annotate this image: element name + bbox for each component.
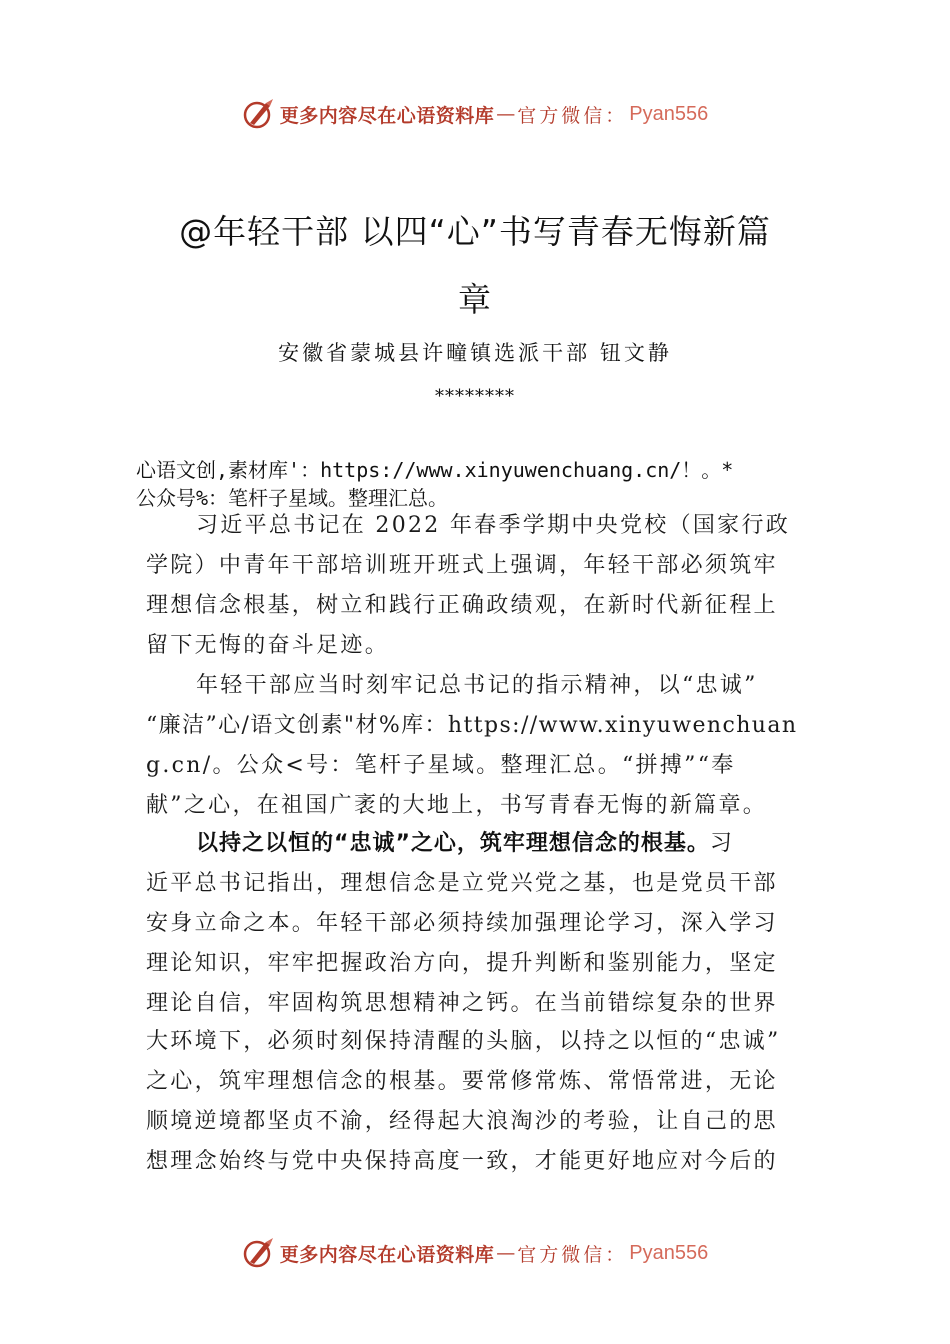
watermark-brand: 更多内容尽在心语资料库 — [279, 104, 495, 127]
para1-line: 留下无悔的奋斗足迹。 — [146, 633, 390, 658]
document-title-line-2: 章 — [458, 280, 492, 319]
source-notice-line-2: 公众号%：笔杆子星域。整理汇总。 — [136, 486, 449, 510]
para1-line: 习近平总书记在 2022 年春季学期中央党校（国家行政 — [196, 513, 791, 538]
para3-line: 大环境下，必须时刻保持清醒的头脑，以持之以恒的“忠诚” — [146, 1029, 781, 1054]
para1-line: 学院）中青年干部培训班开班式上强调，年轻干部必须筑牢 — [146, 553, 778, 578]
watermark-header — [0, 94, 950, 134]
para3-line: 理论知识，牢牢把握政治方向，提升判断和鉴别能力，坚定 — [146, 951, 778, 976]
para3-line: 安身立命之本。年轻干部必须持续加强理论学习，深入学习 — [146, 911, 778, 936]
watermark-label: 官方微信： — [517, 104, 628, 127]
para1-line: 理想信念根基，树立和践行正确政绩观，在新时代新征程上 — [146, 593, 778, 618]
para3-heading: 以持之以恒的“忠诚”之心，筑牢理想信念的根基。 — [196, 831, 710, 856]
para3-line: 理论自信，牢固构筑思想精神之钙。在当前错综复杂的世界 — [146, 991, 778, 1016]
author-byline: 安徽省蒙城县许疃镇选派干部 钮文静 — [278, 341, 672, 365]
quill-logo-icon — [242, 97, 276, 131]
separator: ******** — [435, 386, 515, 407]
watermark-dash: — — [496, 103, 516, 125]
para3-line: 想理念始终与党中央保持高度一致，才能更好地应对今后的 — [146, 1149, 778, 1174]
source-notice-line-1: 心语文创,素材库'：https://www.xinyuwenchuang.cn/！。* — [136, 458, 734, 482]
watermark-dash: — — [496, 1242, 516, 1264]
para3-first-line — [196, 826, 734, 857]
para3-line: 近平总书记指出，理想信念是立党兴党之基，也是党员干部 — [146, 871, 778, 896]
watermark-footer — [0, 1233, 950, 1273]
para3-first-tail: 习 — [709, 831, 735, 856]
para2-line: 献”之心，在祖国广袤的大地上，书写青春无悔的新篇章。 — [146, 793, 768, 818]
para2-line: g.cn/。公众<号：笔杆子星域。整理汇总。“拼搏”“奉 — [146, 753, 736, 778]
watermark-label: 官方微信： — [517, 1243, 628, 1266]
document-title-line-1: @年轻干部 以四“心”书写青春无悔新篇 — [179, 212, 771, 251]
watermark-brand: 更多内容尽在心语资料库 — [279, 1243, 495, 1266]
quill-logo-icon — [242, 1236, 276, 1270]
para2-line: 年轻干部应当时刻牢记总书记的指示精神，以“忠诚” — [196, 673, 758, 698]
para3-line: 顺境逆境都坚贞不渝，经得起大浪淘沙的考验，让自己的思 — [146, 1109, 778, 1134]
para2-line: “廉洁”心/语文创素"材%库：https://www.xinyuwenchuan — [146, 713, 798, 738]
para3-line: 之心，筑牢理想信念的根基。要常修常炼、常悟常进，无论 — [146, 1069, 778, 1094]
watermark-id: Pyan556 — [629, 102, 709, 125]
watermark-id: Pyan556 — [629, 1241, 709, 1264]
